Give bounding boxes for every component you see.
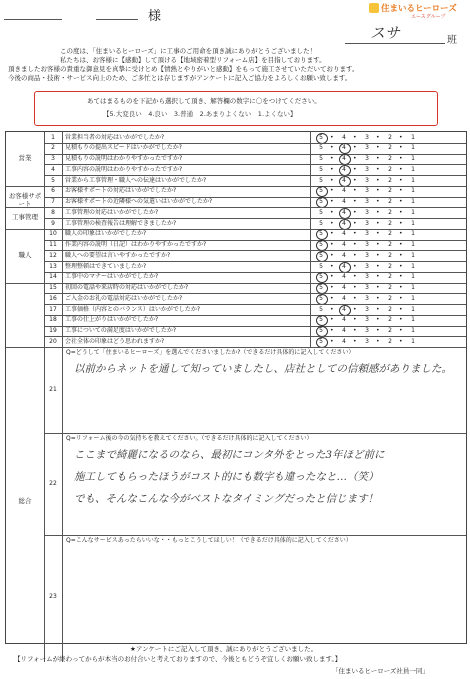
rating-dot: •: [376, 327, 380, 334]
question-number: 10: [49, 230, 57, 238]
rating-option-2[interactable]: 2: [388, 176, 392, 184]
rating-option-3[interactable]: 3: [365, 337, 369, 345]
rating-option-2[interactable]: 2: [388, 133, 392, 141]
rating-option-3[interactable]: 3: [365, 133, 369, 141]
question-text: 営業担当者の対応はいかがでしたか?: [65, 133, 165, 141]
rating-option-4[interactable]: 4: [342, 176, 346, 184]
question-text: ご入金のお礼の電話対応はいかがでしたか?: [65, 294, 183, 302]
rating-option-5[interactable]: 5: [319, 284, 323, 291]
rating-dot: •: [353, 176, 357, 184]
rating-option-4[interactable]: 4: [342, 155, 346, 162]
rating-dot: •: [353, 144, 357, 152]
rating-option-1[interactable]: 1: [411, 284, 415, 291]
rating-option-2[interactable]: 2: [388, 144, 392, 152]
question-text: 工事中のマナーはいかがでしたか?: [65, 273, 159, 281]
rating-option-4[interactable]: 4: [342, 294, 346, 302]
footer-line-1: ★アンケートにご記入して頂き、誠にありがとうございました。: [130, 645, 318, 653]
question-text: 整理整頓はできていましたか?: [65, 262, 147, 270]
summary-label: 総合: [18, 497, 32, 505]
rating-dot: •: [399, 241, 403, 248]
rating-dot: •: [399, 133, 403, 141]
logo-main-text: 住まいるヒーローズ: [381, 4, 457, 14]
rating-option-1[interactable]: 1: [411, 144, 415, 152]
rating-option-1[interactable]: 1: [411, 262, 415, 270]
rating-dot: •: [353, 337, 357, 345]
rating-dot: •: [376, 165, 380, 173]
rating-option-2[interactable]: 2: [388, 241, 392, 248]
question-number: 13: [49, 262, 57, 270]
rating-option-1[interactable]: 1: [411, 133, 415, 141]
rating-dot: •: [376, 305, 380, 313]
rating-dot: •: [399, 316, 403, 324]
rating-option-3[interactable]: 3: [365, 208, 369, 216]
rating-option-2[interactable]: 2: [388, 187, 392, 195]
rating-option-3[interactable]: 3: [365, 176, 369, 184]
rating-dot: •: [353, 284, 357, 291]
rating-dot: •: [330, 144, 334, 152]
rating-dot: •: [399, 176, 403, 184]
rating-option-4[interactable]: 4: [342, 337, 346, 345]
rating-option-4[interactable]: 4: [342, 316, 346, 324]
rating-option-1[interactable]: 1: [411, 241, 415, 248]
rating-dot: •: [330, 208, 334, 216]
question-number: 12: [49, 251, 57, 259]
question-text: 見積もりの提出スピードはいかがでしたか?: [65, 144, 182, 152]
handwritten-answer-line: でも、そんなこんな今がベストなタイミングだったと信じます！: [74, 493, 379, 505]
rating-option-5[interactable]: 5: [319, 327, 323, 334]
rating-option-5[interactable]: 5: [319, 262, 323, 270]
category-separator: [6, 186, 44, 187]
summary-top-line: [6, 347, 466, 348]
rating-dot: •: [330, 316, 334, 324]
rating-option-2[interactable]: 2: [388, 219, 392, 227]
rating-dot: •: [399, 219, 403, 227]
category-separator: [6, 207, 44, 208]
rating-dot: •: [376, 251, 380, 259]
rating-option-1[interactable]: 1: [411, 327, 415, 334]
rating-option-5[interactable]: 5: [319, 241, 323, 248]
category-separator: [6, 229, 44, 230]
question-number: 9: [51, 219, 55, 227]
rating-dot: •: [399, 337, 403, 345]
rating-option-4[interactable]: 4: [342, 219, 346, 227]
rating-option-3[interactable]: 3: [365, 241, 369, 248]
open-question-number: 22: [49, 480, 57, 487]
rating-option-1[interactable]: 1: [411, 337, 415, 345]
open-question-number: 23: [49, 592, 57, 600]
question-text: 工事管理の検査報告は理解できましたか?: [65, 219, 177, 227]
rating-dot: •: [330, 294, 334, 302]
intro-line-4: 今後の商品・技術・サービス向上のため、ご多忙とは存じますがアンケートに記入ご協力をよろしくお願い致します。: [8, 74, 352, 82]
rating-option-4[interactable]: 4: [342, 230, 346, 238]
question-number: 2: [51, 144, 55, 152]
rating-option-1[interactable]: 1: [411, 165, 415, 173]
rating-dot: •: [376, 198, 380, 205]
category-label: 営業: [18, 153, 32, 162]
rating-dot: •: [353, 294, 357, 302]
question-number: 16: [49, 294, 57, 302]
rating-option-5[interactable]: 5: [319, 337, 323, 345]
rating-option-4[interactable]: 4: [342, 187, 346, 195]
logo-sub-text: エースグループ: [411, 14, 446, 20]
rating-option-4[interactable]: 4: [342, 208, 346, 216]
survey-table: [5, 131, 467, 644]
question-text: 工事についての満足度はいかがでしたか?: [65, 327, 177, 334]
rating-dot: •: [330, 241, 334, 248]
rating-dot: •: [399, 230, 403, 238]
category-label: お客様サポート: [8, 191, 42, 208]
rating-option-5[interactable]: 5: [319, 176, 323, 184]
rating-dot: •: [353, 305, 357, 313]
open-question-prompt: Q=リフォーム後の今の気持ちを教えてください。（できるだけ具体的に記入してください）: [66, 435, 313, 442]
rating-option-2[interactable]: 2: [388, 327, 392, 334]
rating-dot: •: [330, 305, 334, 313]
rating-option-1[interactable]: 1: [411, 219, 415, 227]
rating-dot: •: [376, 262, 380, 270]
question-number: 15: [49, 284, 57, 291]
group-line: [345, 43, 445, 44]
rating-option-3[interactable]: 3: [365, 219, 369, 227]
question-number: 7: [51, 198, 55, 205]
rating-option-5[interactable]: 5: [319, 294, 323, 302]
rating-option-2[interactable]: 2: [388, 337, 392, 345]
rating-option-5[interactable]: 5: [319, 230, 323, 238]
rating-option-5[interactable]: 5: [319, 316, 323, 324]
rating-option-5[interactable]: 5: [319, 208, 323, 216]
rating-option-3[interactable]: 3: [365, 187, 369, 195]
instruction-box: [34, 91, 438, 126]
question-text: 初回の電話や来店時の対応はいかがでしたか?: [65, 284, 189, 291]
footer-line-2: 【リフォームが終わってからが本当のお付合いと考えておりますので、今後ともどうぞ宜しくお願い致します。】: [14, 655, 342, 663]
rating-dot: •: [376, 176, 380, 184]
rating-option-1[interactable]: 1: [411, 316, 415, 324]
intro-line-2: 私たちは、お客様に【感動】して頂ける【地域密着型リフォーム店】を目指しております。: [60, 56, 326, 64]
rating-dot: •: [399, 208, 403, 216]
rating-dot: •: [330, 262, 334, 270]
rating-option-4[interactable]: 4: [342, 284, 346, 291]
category-label: 職人: [18, 250, 32, 259]
open-question-prompt: Q=こんなサービスあったらいいな・・もっとこうしてほしい！（できるだけ具体的に記入してください）: [66, 537, 352, 544]
rating-option-3[interactable]: 3: [365, 144, 369, 152]
question-text: 工事管理の対応はいかがでしたか?: [65, 208, 159, 216]
rating-dot: •: [399, 251, 403, 259]
question-number: 3: [51, 155, 55, 162]
rating-dot: •: [330, 219, 334, 227]
rating-option-4[interactable]: 4: [342, 133, 346, 141]
rating-option-3[interactable]: 3: [365, 198, 369, 205]
question-text: 職人への要望は言いやすかったですか?: [65, 251, 171, 259]
rating-dot: •: [330, 230, 334, 238]
rating-dot: •: [353, 327, 357, 334]
question-number: 20: [49, 337, 57, 345]
rating-option-2[interactable]: 2: [388, 305, 392, 313]
rating-dot: •: [376, 155, 380, 162]
rating-dot: •: [330, 337, 334, 345]
rating-dot: •: [376, 144, 380, 152]
rating-option-3[interactable]: 3: [365, 316, 369, 324]
rating-dot: •: [399, 284, 403, 291]
rating-dot: •: [399, 198, 403, 205]
rating-dot: •: [353, 273, 357, 281]
rating-dot: •: [330, 133, 334, 141]
rating-option-2[interactable]: 2: [388, 316, 392, 324]
rating-dot: •: [353, 198, 357, 205]
question-number: 6: [51, 187, 55, 195]
rating-option-4[interactable]: 4: [342, 251, 346, 259]
rating-dot: •: [353, 251, 357, 259]
question-number: 17: [49, 305, 57, 313]
instruction-line-2: 【5.大変良い 4.良い 3.普通 2.あまりよくない 1.よくない】: [103, 110, 297, 118]
rating-dot: •: [330, 155, 334, 162]
open-answer-area-22[interactable]: [66, 446, 460, 532]
rating-dot: •: [330, 165, 334, 173]
rating-dot: •: [353, 316, 357, 324]
open-question-number: 21: [49, 386, 57, 393]
rating-dot: •: [399, 155, 403, 162]
rating-option-3[interactable]: 3: [365, 251, 369, 259]
rating-dot: •: [376, 316, 380, 324]
rating-dot: •: [353, 165, 357, 173]
rating-option-4[interactable]: 4: [342, 144, 346, 152]
rating-dot: •: [376, 219, 380, 227]
open-question-prompt: Q=どうして「住まいるヒーローズ」を選んでくださいましたか?（できるだけ具体的に記入してください）: [66, 349, 355, 356]
footer-line-3: 「住まいるヒーローズ社員一同」: [332, 667, 429, 675]
rating-dot: •: [376, 294, 380, 302]
rating-option-2[interactable]: 2: [388, 294, 392, 302]
rating-option-5[interactable]: 5: [319, 144, 323, 152]
rating-option-4[interactable]: 4: [342, 305, 346, 313]
question-text: 会社全体の印象はどう思われますか?: [65, 337, 165, 345]
rating-dot: •: [353, 133, 357, 141]
rating-option-5[interactable]: 5: [319, 187, 323, 195]
number-divider: [62, 132, 63, 662]
rating-option-1[interactable]: 1: [411, 208, 415, 216]
rating-dot: •: [330, 327, 334, 334]
rating-option-4[interactable]: 4: [342, 262, 346, 270]
rating-dot: •: [399, 187, 403, 195]
rating-option-5[interactable]: 5: [319, 155, 323, 162]
question-text: 作業内容の説明（日記）はわかりやすかったですか?: [65, 241, 207, 248]
category-label: 工事管理: [12, 213, 38, 221]
rating-option-2[interactable]: 2: [388, 165, 392, 173]
rating-option-1[interactable]: 1: [411, 176, 415, 184]
question-text: お客様サポートの対応はいかがでしたか?: [65, 187, 177, 195]
rating-option-4[interactable]: 4: [342, 327, 346, 334]
rating-dot: •: [376, 208, 380, 216]
question-number: 5: [51, 176, 55, 184]
handwritten-answer-line: 施工してもらったほうがコスト的にも数字も違ったなと…（笑）: [74, 471, 379, 483]
rating-dot: •: [399, 327, 403, 334]
rating-dot: •: [330, 273, 334, 281]
name-line-left: [4, 19, 62, 20]
rating-option-2[interactable]: 2: [388, 198, 392, 205]
rating-option-2[interactable]: 2: [388, 284, 392, 291]
question-text: 職人の印象はいかがでしたか?: [65, 230, 147, 238]
rating-dot: •: [399, 294, 403, 302]
question-text: 工事の仕上がりはいかがでしたか?: [65, 316, 159, 324]
rating-dot: •: [399, 305, 403, 313]
company-logo: [369, 2, 465, 22]
question-number: 19: [49, 327, 57, 334]
rating-option-4[interactable]: 4: [342, 241, 346, 248]
rating-dot: •: [376, 133, 380, 141]
rating-option-5[interactable]: 5: [319, 305, 323, 313]
rating-option-3[interactable]: 3: [365, 262, 369, 270]
rating-option-1[interactable]: 1: [411, 230, 415, 238]
rating-option-4[interactable]: 4: [342, 198, 346, 205]
question-number: 4: [51, 165, 55, 173]
question-number: 18: [49, 316, 57, 324]
rating-option-1[interactable]: 1: [411, 251, 415, 259]
handwritten-name: スサ: [370, 24, 400, 42]
rating-option-3[interactable]: 3: [365, 294, 369, 302]
rating-option-5[interactable]: 5: [319, 133, 323, 141]
rating-option-1[interactable]: 1: [411, 198, 415, 205]
rating-option-2[interactable]: 2: [388, 155, 392, 162]
rating-dot: •: [353, 230, 357, 238]
open-question-separator: [44, 433, 466, 434]
question-number: 1: [51, 133, 55, 141]
rating-dot: •: [399, 144, 403, 152]
category-separator: [6, 283, 44, 284]
intro-line-1: この度は、「住まいるヒーローズ」に工事のご用命を頂き誠にありがとうございました！: [60, 47, 317, 55]
question-number: 14: [49, 273, 57, 281]
question-number: 11: [49, 241, 57, 248]
group-label: 班: [447, 35, 457, 46]
handwritten-answer-line: 以前からネットを通して知っていましたし、店社としての信頼感がありました。: [74, 363, 452, 375]
rating-option-2[interactable]: 2: [388, 273, 392, 281]
instruction-line-1: あてはまるものを下記から選択して頂き、解答欄の数字に〇をつけてください。: [87, 97, 321, 105]
honorific: 様: [148, 9, 162, 24]
intro-line-3: 頂きましたお客様の貴重な御意見を真摯に受けとめ【情熱とやりがいと感動】をもって施工させていただいております。: [8, 65, 359, 73]
rating-dot: •: [399, 165, 403, 173]
rating-option-3[interactable]: 3: [365, 305, 369, 313]
rating-option-1[interactable]: 1: [411, 187, 415, 195]
rating-dot: •: [330, 251, 334, 259]
name-line-mid: [96, 19, 138, 20]
rating-option-5[interactable]: 5: [319, 251, 323, 259]
question-text: 工事価格（内容とのバランス）はいかがでしたか?: [65, 305, 201, 313]
rating-dot: •: [330, 187, 334, 195]
rating-dot: •: [353, 241, 357, 248]
rating-dot: •: [353, 219, 357, 227]
rating-option-3[interactable]: 3: [365, 230, 369, 238]
rating-option-1[interactable]: 1: [411, 294, 415, 302]
handwritten-answer-line: ここまで綺麗になるのなら、最初にコンタ外をとった3年ほど前に: [74, 449, 385, 461]
question-text: 営業から工事管理・職人への伝達はいかがでしたか?: [65, 176, 207, 184]
rating-dot: •: [330, 198, 334, 205]
rating-dot: •: [353, 155, 357, 162]
rating-option-1[interactable]: 1: [411, 273, 415, 281]
rating-dot: •: [376, 284, 380, 291]
question-text: お客様サポートの近隣様への気遣いはいかがでしたか?: [65, 198, 213, 205]
rating-dot: •: [376, 273, 380, 281]
rating-dot: •: [330, 284, 334, 291]
rating-dot: •: [399, 262, 403, 270]
rating-dot: •: [376, 230, 380, 238]
rating-dot: •: [330, 176, 334, 184]
rating-option-3[interactable]: 3: [365, 165, 369, 173]
rating-dot: •: [353, 187, 357, 195]
rating-dot: •: [376, 187, 380, 195]
question-text: 見積もりの説明はわかりやすかったですか?: [65, 155, 183, 162]
open-answer-area-23[interactable]: [66, 548, 460, 655]
rating-option-4[interactable]: 4: [342, 165, 346, 173]
rating-dot: •: [376, 337, 380, 345]
open-answer-area-21[interactable]: [66, 360, 460, 430]
rating-option-3[interactable]: 3: [365, 327, 369, 334]
rating-option-5[interactable]: 5: [319, 219, 323, 227]
rating-option-2[interactable]: 2: [388, 251, 392, 259]
rating-option-3[interactable]: 3: [365, 273, 369, 281]
question-text: 工事内容の説明はわかりやすかったですか?: [65, 165, 183, 173]
rating-option-5[interactable]: 5: [319, 165, 323, 173]
rating-option-2[interactable]: 2: [388, 208, 392, 216]
rating-dot: •: [353, 208, 357, 216]
question-number: 8: [51, 208, 55, 216]
rating-option-5[interactable]: 5: [319, 198, 323, 205]
rating-option-2[interactable]: 2: [388, 262, 392, 270]
rating-option-1[interactable]: 1: [411, 155, 415, 162]
open-question-separator: [44, 535, 466, 536]
rating-option-4[interactable]: 4: [342, 273, 346, 281]
rating-option-1[interactable]: 1: [411, 305, 415, 313]
rating-option-5[interactable]: 5: [319, 273, 323, 281]
rating-dot: •: [353, 262, 357, 270]
rating-dot: •: [399, 273, 403, 281]
rating-option-3[interactable]: 3: [365, 155, 369, 162]
logo-mark-icon: [369, 3, 379, 13]
rating-dot: •: [376, 241, 380, 248]
rating-option-3[interactable]: 3: [365, 284, 369, 291]
rating-option-2[interactable]: 2: [388, 230, 392, 238]
